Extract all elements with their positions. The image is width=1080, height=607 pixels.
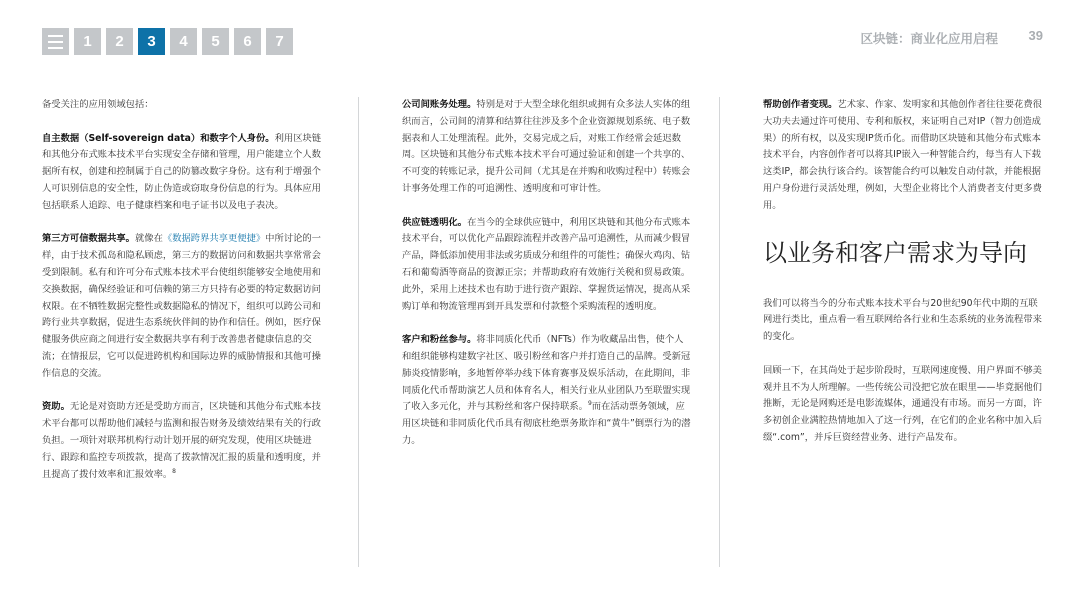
paragraph-internet-history: 回顾一下，在其尚处于起步阶段时，互联网速度慢、用户界面不够美观并且不为人所理解。一些传统公司没把它放在眼里——毕竟据他们推断，无论是网购还是电影流媒体，通通没有市场。而另一方面，许多初创企业满腔热情地加入了这一行列，在它们的企业名称中加入后缀“.com”，并斥巨资经营业务、进行产品发布。 [763, 364, 1042, 443]
column-middle [402, 97, 692, 467]
page-number: 39 [1028, 28, 1043, 43]
section-heading: 以业务和客户需求为导向 [763, 238, 1027, 267]
paragraph-body: 无论是对资助方还是受助方而言，区块链和其他分布式账本技术平台都可以帮助他们减轻与监测和报告财务及绩效结果有关的行政负担。一项针对联邦机构行动计划开展的研究发现，使用区块链进行、跟踪和监控专项拨款，提高了拨款情况汇报的质量和透明度，并且提高了拨付效率和汇报效率。 [42, 401, 321, 480]
paragraph-title: 第三方可信数据共享。 [42, 233, 135, 245]
column-right [763, 97, 1043, 464]
page-3-button[interactable]: 3 [138, 28, 165, 55]
paragraph-body: 艺术家、作家、发明家和其他创作者往往要花费很大功夫去通过许可使用、专利和版权，来证明自己对IP（智力创造成果）的所有权，以及实现IP货币化。而借助区块链和其他分布式账本技术平台，内容创作者可以将其IP嵌入一种智能合约，每当有人下载这类IP，都会执行该合约。该智能合约可以触发自动付款，并能根据用户身份进行灵活处理，例如，大型企业将比个人消费者支付更多费用。 [763, 99, 1042, 211]
document-title: 区块链：商业化应用启程 [860, 31, 998, 46]
paragraph-title: 客户和粉丝参与。 [402, 334, 477, 346]
paragraph-supply-chain [402, 215, 692, 316]
paragraph-title: 自主数据（Self-sovereign data）和数字个人身份。 [42, 132, 275, 144]
paragraph-data-sharing [42, 231, 329, 382]
column-divider [719, 97, 720, 567]
page-4-button[interactable]: 4 [170, 28, 197, 55]
hamburger-menu-icon [48, 35, 63, 49]
paragraph-title: 资助。 [42, 401, 70, 413]
paragraph-fan-engagement [402, 332, 692, 450]
paragraph-intercompany-accounting [402, 97, 692, 198]
intro-text: 备受关注的应用领域包括： [42, 99, 154, 110]
paragraph-title: 供应链透明化。 [402, 216, 468, 228]
footnote-marker[interactable]: 8 [172, 467, 176, 475]
page-5-button[interactable]: 5 [202, 28, 229, 55]
paragraph-internet-analogy: 我们可以将当今的分布式账本技术平台与20世纪90年代中期的互联网进行类比，重点看一看互联网给各行业和生态系统的业务流程带来的变化。 [763, 297, 1042, 343]
paragraph-body: 利用区块链和其他分布式账本技术平台实现安全存储和管理，用户能建立个人数据所有权，创建和控制属于自己的防篡改数字身份。这有利于增强个人可识别信息的安全性，防止伪造或窃取身份信息的行为。具体应用包括联系人追踪、电子健康档案和电子证书以及电子表决。 [42, 132, 322, 211]
paragraph-body: 将非同质化代币（NFTs）作为收藏品出售，使个人和组织能够构建数字社区、吸引粉丝和客户并打造自己的品牌。受新冠肺炎疫情影响，多地暂停举办线下体育赛事及娱乐活动，在此期间，非同质化代币帮助演艺人员和体育名人，相关行业从业团队乃至联盟实现了收入多元化，并与其粉丝和客户保持联系。 [402, 334, 691, 413]
column-divider [358, 97, 359, 567]
paragraph-grants [42, 399, 329, 483]
paragraph-creator-monetization [763, 97, 1043, 215]
paragraph-body: 中所讨论的一样，由于技术孤岛和隐私顾虑，第三方的数据访问和数据共享常常会受到限制。私有和许可分布式账本技术平台使组织能够安全地使用和交换数据，确保经验证和可信赖的第三方只持有必要的特定数据访问权限。在不牺牲数据完整性或数据隐私的情况下，组织可以跨公司和跨行业共享数据，促进生态系统伙伴间的协作和信任。例如，医疗保健服务供应商之间进行安全数据共享有利于改善患者健康信息的交流；在情报层，它可以促进跨机构和国际边界的威胁情报和其他可操作信息的交流。 [42, 233, 321, 379]
data-sharing-link[interactable]: 《数据跨界共享更便捷》 [162, 233, 266, 245]
paragraph-body: 在当今的全球供应链中，利用区块链和其他分布式账本技术平台，可以优化产品跟踪流程并改善产品可追溯性，从而减少假冒产品，降低添加使用非法或劣质成分和组件的可能性；确保火鸡肉、钻石和葡萄酒等商品的资源正宗；并帮助政府有效施行关税和贸易政策。此外，采用上述技术也有助于进行资产跟踪、掌握货运情况，提高从采购订单和物流管理再到开具发票和付款整个采购流程的透明度。 [402, 216, 691, 312]
page-1-button[interactable]: 1 [74, 28, 101, 55]
paragraph-title: 公司间账务处理。 [402, 99, 477, 110]
page-7-button[interactable]: 7 [266, 28, 293, 55]
page-6-button[interactable]: 6 [234, 28, 261, 55]
paragraph-body: 特别是对于大型全球化组织或拥有众多法人实体的组织而言，公司间的清算和结算往往涉及多个企业资源规划系统、电子数据表和人工处理流程。此外，交易完成之后，对账工作经常会延迟数周。区块链和其他分布式账本技术平台可通过验证和创建一个共享的、不可变的转账记录，提升公司间（尤其是在并购和收购过程中）转账会计事务处理工作的可追溯性、透明度和可审计性。 [402, 99, 691, 194]
paragraph-self-sovereign-data [42, 131, 329, 215]
page-2-button[interactable]: 2 [106, 28, 133, 55]
page-navigation [42, 28, 293, 55]
footnote-marker[interactable]: 9 [587, 400, 592, 408]
paragraph-body-lead: 就像在 [134, 233, 163, 245]
paragraph-body-continued: 而在活动票务领域，应用区块链和非同质化代币具有彻底杜绝票务欺诈和“黄牛”倒票行为的潜力。 [402, 401, 691, 446]
column-left [42, 97, 329, 500]
paragraph-title: 帮助创作者变现。 [763, 99, 838, 110]
menu-button[interactable] [42, 28, 69, 55]
